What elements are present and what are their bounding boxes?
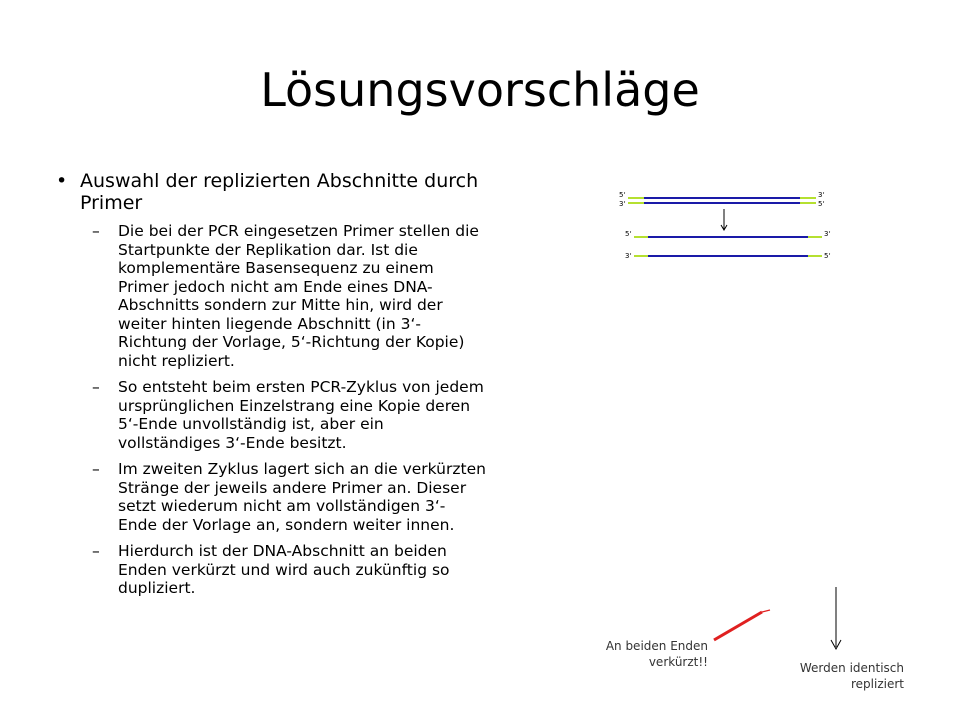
bullet-list <box>56 170 486 606</box>
caption-replicated: Werden identisch repliziert <box>799 661 904 691</box>
dash-marker: – <box>92 542 100 560</box>
dash-marker: – <box>92 460 100 478</box>
label-mid1-left: 5‘ <box>625 230 632 238</box>
sub-bullet <box>56 378 486 452</box>
sub-bullet <box>56 222 486 370</box>
red-line <box>714 612 762 640</box>
sub-bullet <box>56 542 486 598</box>
bullet-dot: • <box>56 170 68 192</box>
sub-bullet-text: Im zweiten Zyklus lagert sich an die verkürzten Stränge der jeweils andere Primer an. Dieser setzt wiederum nicht am vollständigen 3‘- Ende der Vorlage an, sondern weiter innen. <box>118 460 486 534</box>
label-top-right-3: 3‘ <box>818 191 825 199</box>
sub-bullet-text: Hierdurch ist der DNA-Abschnitt an beiden Enden verkürzt und wird auch zukünftig so dupliziert. <box>118 542 450 597</box>
label-top-right-5: 5‘ <box>818 200 825 208</box>
main-bullet-text: Auswahl der replizierten Abschnitte durch Primer <box>80 170 479 214</box>
label-top-left-5: 5‘ <box>619 191 626 199</box>
slide-title: Lösungsvorschläge <box>260 63 700 117</box>
label-mid2-right: 5‘ <box>824 252 831 260</box>
pcr-diagram <box>600 175 840 275</box>
sub-bullet <box>56 460 486 534</box>
red-line-tip <box>762 610 770 612</box>
label-top-left-3: 3‘ <box>619 200 626 208</box>
sub-bullet-text: Die bei der PCR eingesetzen Primer stellen die Startpunkte der Replikation dar. Ist die komplementäre Basensequenz zu einem Primer jedoch nicht am Ende eines DNA-Abschnitts sondern zur Mitte hin, wird der weiter hinten liegende Abschnitt (in 3‘-Richtung der Vorlage, 5‘-Richtung der Kopie) nicht repliziert. <box>118 222 479 370</box>
label-mid2-left: 3‘ <box>625 252 632 260</box>
dash-marker: – <box>92 222 100 240</box>
label-mid1-right: 3‘ <box>824 230 831 238</box>
caption-shortened: An beiden Enden verkürzt!! <box>605 639 708 669</box>
sub-bullet-list <box>56 222 486 598</box>
main-bullet <box>56 170 486 214</box>
down-arrow <box>826 585 850 655</box>
sub-bullet-text: So entsteht beim ersten PCR-Zyklus von jedem ursprünglichen Einzelstrang eine Kopie deren 5‘-Ende unvollständig ist, aber ein vollständiges 3‘-Ende besitzt. <box>118 378 484 452</box>
red-pointer-line <box>700 600 780 650</box>
dash-marker: – <box>92 378 100 396</box>
